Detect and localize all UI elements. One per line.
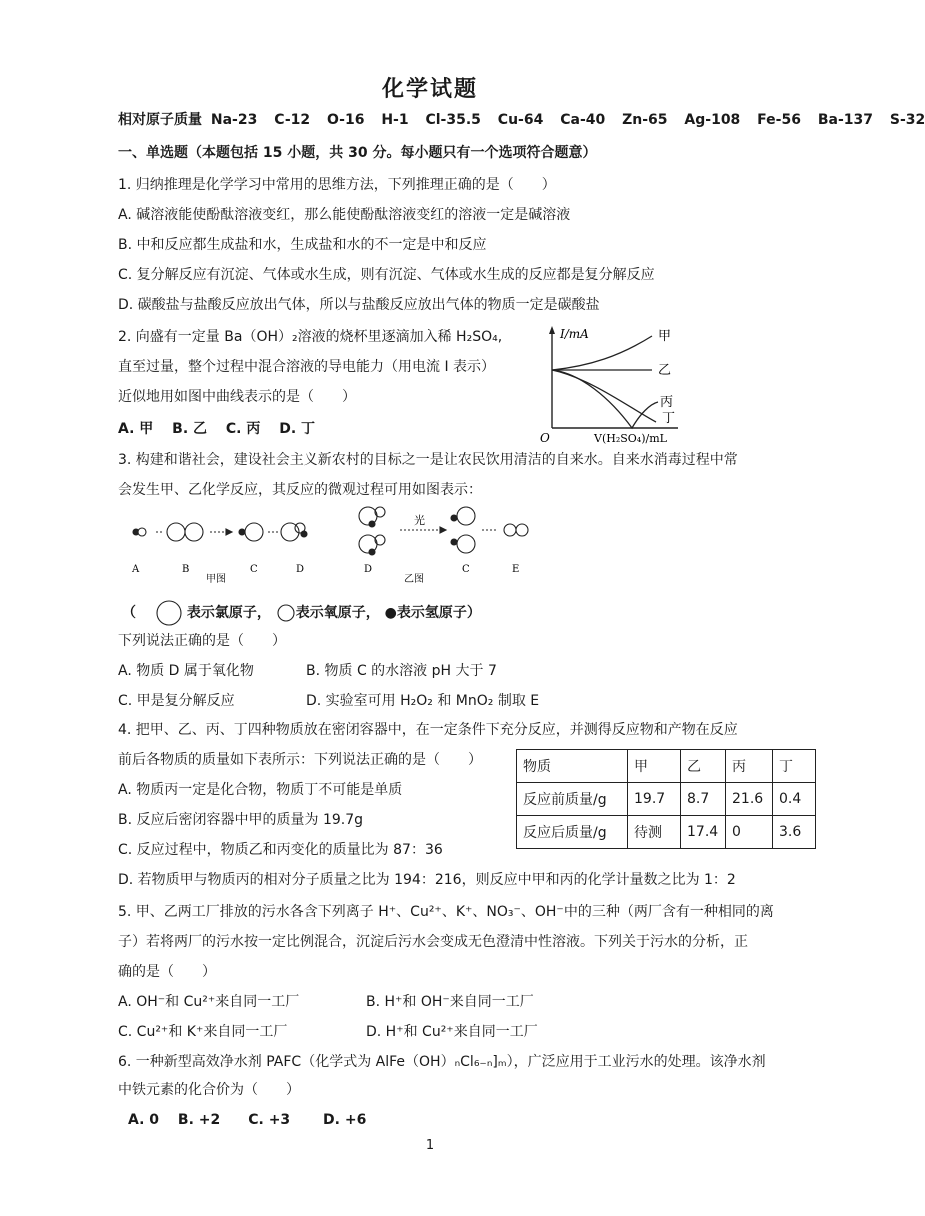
q1-option-a: A. 碱溶液能使酚酞溶液变红，那么能使酚酞溶液变红的溶液一定是碱溶液: [118, 207, 571, 223]
table-header-cell: 物质: [517, 750, 628, 783]
q2-line1: 2. 向盛有一定量 Ba（OH）₂溶液的烧杯里逐滴加入稀 H₂SO₄,: [118, 329, 503, 345]
q3-line2: 会发生甲、乙化学反应，其反应的微观过程可用如图表示：: [118, 482, 482, 498]
q2-line3: 近似地用如图中曲线表示的是（ ）: [118, 389, 356, 405]
curve-label-jia: 甲: [658, 329, 672, 344]
mass-item: Cu-64: [497, 112, 544, 128]
curve-label-yi: 乙: [658, 363, 672, 378]
mass-item: S-32: [889, 112, 925, 128]
mass-item: Cl-35.5: [425, 112, 481, 128]
q4-line2: 前后各物质的质量如下表所示：下列说法正确的是（ ）: [118, 752, 482, 768]
q2-line2: 直至过量，整个过程中混合溶液的导电能力（用电流 I 表示）: [118, 359, 496, 375]
q6-line2: 中铁元素的化合价为（ ）: [118, 1082, 300, 1098]
mass-item: Fe-56: [757, 112, 801, 128]
q4-line1: 4. 把甲、乙、丙、丁四种物质放在密闭容器中，在一定条件下充分反应，并测得反应物和产物在反应: [118, 722, 738, 738]
molecule-b-cl1: [167, 523, 185, 541]
table-cell: 8.7: [681, 783, 726, 816]
curve-label-bing: 丙: [660, 395, 674, 410]
q5-line2: 子）若将两厂的污水按一定比例混合，沉淀后污水会变成无色澄清中性溶液。下列关于污水的分析，正: [118, 934, 748, 950]
q2-conductivity-graph: [540, 318, 700, 444]
molecule-a-cl: [138, 528, 146, 536]
q3-option-b: B. 物质 C 的水溶液 pH 大于 7: [306, 663, 497, 679]
table-header-cell: 丁: [773, 750, 816, 783]
fig1-label-d: D: [296, 564, 305, 575]
legend-open-paren: （: [122, 605, 136, 621]
table-header-cell: 乙: [681, 750, 726, 783]
table-header-cell: 丙: [726, 750, 773, 783]
q5-line3: 确的是（ ）: [118, 964, 216, 980]
fig1-label-a: A: [132, 564, 140, 575]
legend-oxygen: 表示氧原子，: [295, 605, 380, 621]
q4-option-b: B. 反应后密闭容器中甲的质量为 19.7g: [118, 812, 364, 828]
q3-reaction-diagram: [118, 500, 548, 588]
fig2-label-e: E: [512, 564, 520, 575]
mass-item: O-16: [326, 112, 365, 128]
mass-item: Ag-108: [684, 112, 741, 128]
q3-option-c: C. 甲是复分解反应: [118, 693, 235, 709]
q4-option-a: A. 物质丙一定是化合物，物质丁不可能是单质: [118, 782, 403, 798]
molecule-e-o1: [504, 524, 516, 536]
atomic-masses-label: 相对原子质量: [118, 112, 202, 128]
section-heading: 一、单选题（本题包括 15 小题，共 30 分。每小题只有一个选项符合题意）: [118, 145, 597, 161]
table-cell: 反应后质量/g: [517, 816, 628, 849]
fig1-label-b: B: [182, 564, 190, 575]
x-axis-label: V(H₂SO₄)/mL: [594, 432, 667, 445]
table-cell: 待测: [628, 816, 681, 849]
molecule-b-cl2: [185, 523, 203, 541]
mass-item: C-12: [274, 112, 311, 128]
table-header-row: [517, 750, 816, 783]
figure-jia: [133, 523, 307, 541]
page-title: 化学试题: [381, 77, 478, 102]
fig1-caption: 甲图: [206, 574, 226, 585]
mass-item: Zn-65: [622, 112, 668, 128]
y-axis-arrow: [549, 326, 555, 334]
q5-option-b: B. H⁺和 OH⁻来自同一工厂: [366, 994, 534, 1010]
chlorine-atom-icon: [155, 600, 187, 626]
q5-option-c: C. Cu²⁺和 K⁺来自同一工厂: [118, 1024, 288, 1040]
oxygen-atom-icon: [276, 603, 296, 623]
q1-option-c: C. 复分解反应有沉淀、气体或水生成，则有沉淀、气体或水生成的反应都是复分解反应: [118, 267, 655, 283]
q1-stem: 1. 归纳推理是化学学习中常用的思维方法，下列推理正确的是（ ）: [118, 177, 556, 193]
fig2-label-d: D: [364, 564, 373, 575]
q1-option-b: B. 中和反应都生成盐和水，生成盐和水的不一定是中和反应: [118, 237, 487, 253]
fig1-label-c: C: [250, 564, 258, 575]
atomic-masses-line: [118, 111, 925, 129]
q6-options: A. 0 B. +2 C. +3 D. +6: [128, 1112, 367, 1128]
mass-item: H-1: [381, 112, 409, 128]
table-cell: 0: [726, 816, 773, 849]
table-cell: 反应前质量/g: [517, 783, 628, 816]
figure-yi: [359, 507, 528, 555]
atom-legend: [122, 600, 481, 626]
curve-jia: [552, 336, 652, 370]
table-cell: 19.7: [628, 783, 681, 816]
molecule-c-h: [239, 529, 245, 535]
origin-label: O: [540, 431, 550, 445]
legend-hydrogen: ●表示氢原子）: [384, 605, 481, 621]
q2-options: A. 甲 B. 乙 C. 丙 D. 丁: [118, 421, 316, 437]
legend-chlorine: 表示氯原子，: [186, 605, 271, 621]
q4-mass-table: [516, 749, 816, 849]
table-row: [517, 783, 816, 816]
mass-item: Ba-137: [817, 112, 873, 128]
q3-line1: 3. 构建和谐社会，建设社会主义新农村的目标之一是让农民饮用清洁的自来水。自来水消毒过程中常: [118, 452, 738, 468]
q5-option-d: D. H⁺和 Cu²⁺来自同一工厂: [366, 1024, 538, 1040]
fig2-label-c: C: [462, 564, 470, 575]
mass-item: Na-23: [210, 112, 258, 128]
q5-line1: 5. 甲、乙两工厂排放的污水各含下列离子 H⁺、Cu²⁺、K⁺、NO₃⁻、OH⁻中的三种（两厂含有一种相同的离: [118, 904, 774, 920]
q3-prompt: 下列说法正确的是（ ）: [118, 633, 286, 649]
page-number: 1: [425, 1138, 435, 1153]
table-cell: 0.4: [773, 783, 816, 816]
q5-option-a: A. OH⁻和 Cu²⁺来自同一工厂: [118, 994, 300, 1010]
table-row: [517, 816, 816, 849]
table-header-cell: 甲: [628, 750, 681, 783]
curve-ding: [552, 370, 656, 422]
table-cell: 17.4: [681, 816, 726, 849]
curve-label-ding: 丁: [662, 411, 676, 426]
q3-option-d: D. 实验室可用 H₂O₂ 和 MnO₂ 制取 E: [306, 693, 540, 709]
q4-option-d: D. 若物质甲与物质丙的相对分子质量之比为 194：216，则反应中甲和丙的化学计量数之比为 1：2: [118, 872, 736, 888]
q6-line1: 6. 一种新型高效净水剂 PAFC（化学式为 AlFe（OH）ₙCl₆₋ₙ]ₘ），广泛应用于工业污水的处理。该净水剂: [118, 1054, 766, 1070]
y-axis-label: I/mA: [560, 327, 589, 341]
light-condition: 光: [414, 514, 425, 527]
mass-item: Ca-40: [560, 112, 606, 128]
q1-option-d: D. 碳酸盐与盐酸反应放出气体，所以与盐酸反应放出气体的物质一定是碳酸盐: [118, 297, 600, 313]
fig2-caption: 乙图: [404, 574, 424, 585]
q3-option-a: A. 物质 D 属于氧化物: [118, 663, 254, 679]
q4-option-c: C. 反应过程中，物质乙和丙变化的质量比为 87：36: [118, 842, 443, 858]
curve-bing: [552, 370, 658, 428]
molecule-c-cl: [245, 523, 263, 541]
molecule-d-h: [301, 531, 307, 537]
table-cell: 21.6: [726, 783, 773, 816]
molecule-e-o2: [516, 524, 528, 536]
table-cell: 3.6: [773, 816, 816, 849]
